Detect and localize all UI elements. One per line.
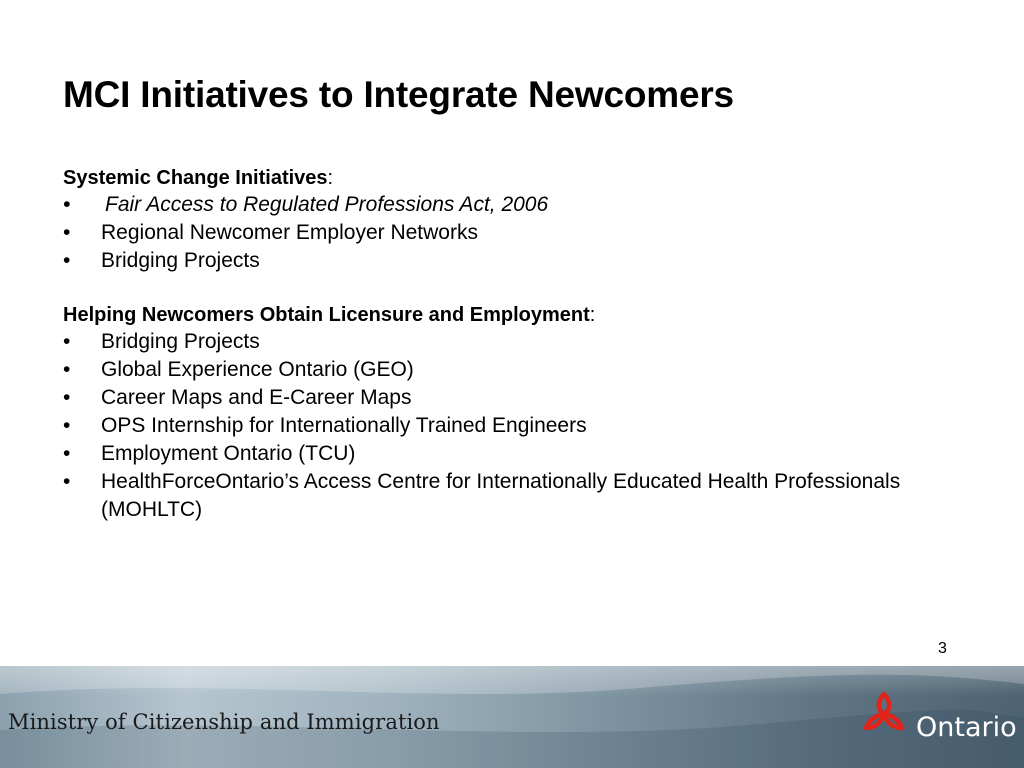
licensure-employment-list	[63, 328, 961, 524]
section-heading-licensure-employment	[63, 301, 595, 329]
section-heading-systemic-change	[63, 164, 333, 192]
list-item: • Career Maps and E-Career Maps	[63, 384, 961, 412]
slide-title: MCI Initiatives to Integrate Newcomers	[63, 74, 734, 115]
section-heading-colon: :	[327, 167, 334, 189]
page-number: 3	[938, 640, 947, 657]
systemic-change-list	[63, 191, 965, 275]
list-item: • Regional Newcomer Employer Networks	[63, 219, 961, 247]
footer-bar	[0, 666, 1024, 768]
ministry-name: Ministry of Citizenship and Immigration	[8, 710, 440, 734]
list-item: • HealthForceOntario’s Access Centre for Internationally Educated Health Professionals (MOHLTC)	[63, 468, 961, 524]
section-heading-text: Systemic Change Initiatives	[63, 167, 328, 189]
trillium-icon	[858, 688, 910, 740]
ontario-wordmark: Ontario	[916, 712, 1017, 743]
list-item: • Bridging Projects	[63, 328, 961, 356]
list-item: • Bridging Projects	[63, 247, 961, 275]
list-item: • Global Experience Ontario (GEO)	[63, 356, 961, 384]
list-item: • OPS Internship for Internationally Trained Engineers	[63, 412, 961, 440]
list-item: • Fair Access to Regulated Professions Act, 2006	[63, 191, 965, 219]
section-heading-text: Helping Newcomers Obtain Licensure and Employment	[63, 304, 590, 326]
section-heading-colon: :	[589, 304, 596, 326]
list-item: • Employment Ontario (TCU)	[63, 440, 961, 468]
